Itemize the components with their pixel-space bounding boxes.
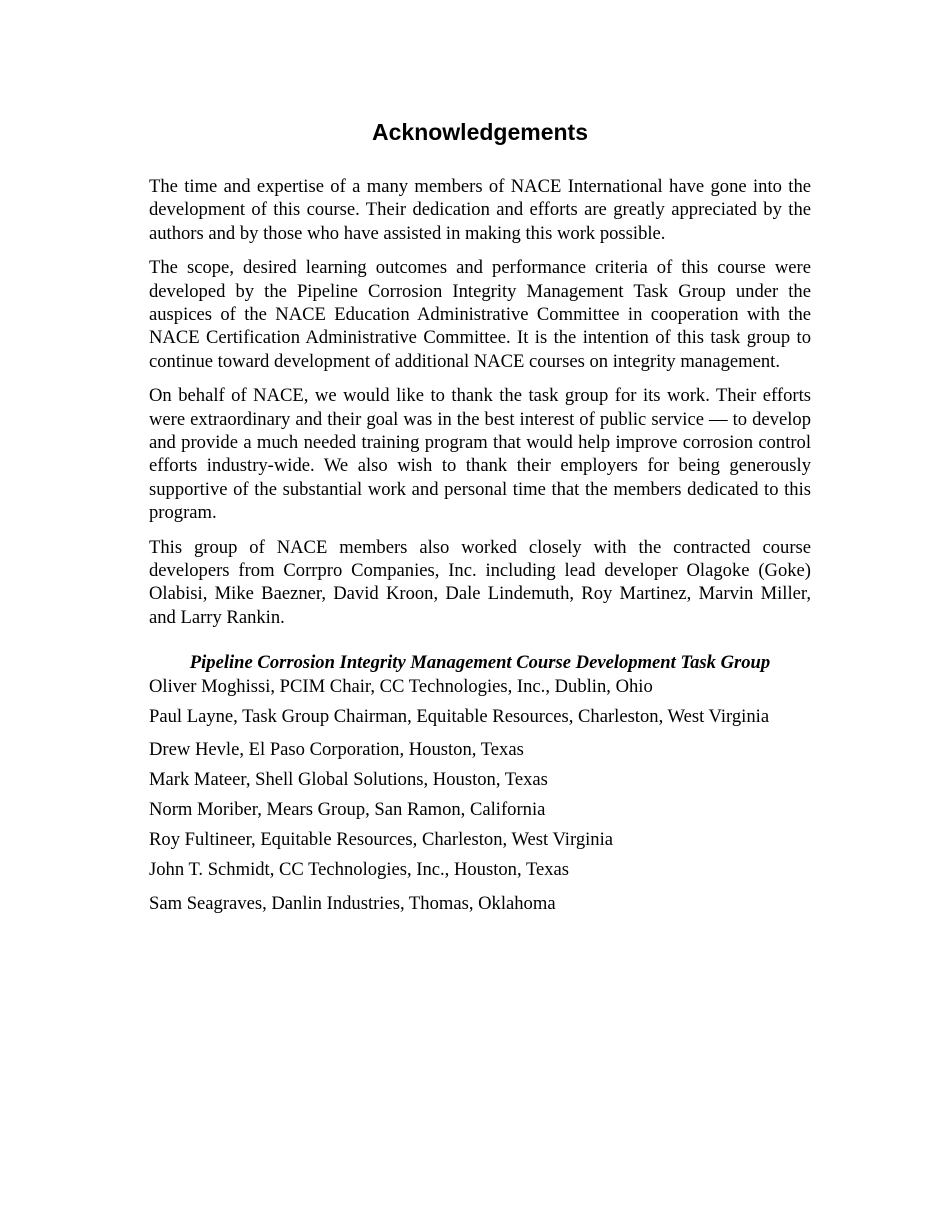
- document-page: [149, 116, 811, 922]
- member-item: Drew Hevle, El Paso Corporation, Houston, Texas: [149, 738, 524, 760]
- member-item: Paul Layne, Task Group Chairman, Equitable Resources, Charleston, West Virginia: [149, 705, 770, 727]
- member-item: Roy Fultineer, Equitable Resources, Charleston, West Virginia: [149, 828, 613, 850]
- paragraph-thanks: On behalf of NACE, we would like to thank the task group for its work. Their efforts were extraordinary and their goal was in the best interest of public service — to develop and provide a much needed training program that would help improve corrosion control efforts industry-wide. We also wish to thank their employers for being generously supportive of the substantial work and personal time that the members dedicated to this program.: [149, 385, 811, 523]
- task-group-member-list: [149, 675, 811, 915]
- task-group-heading: Pipeline Corrosion Integrity Management Course Development Task Group: [189, 651, 771, 673]
- member-item: Mark Mateer, Shell Global Solutions, Houston, Texas: [149, 768, 548, 790]
- member-item: Oliver Moghissi, PCIM Chair, CC Technologies, Inc., Dublin, Ohio: [149, 675, 653, 697]
- page-title: Acknowledgements: [372, 119, 588, 145]
- member-item: Norm Moriber, Mears Group, San Ramon, California: [149, 798, 546, 820]
- member-item: John T. Schmidt, CC Technologies, Inc., Houston, Texas: [149, 858, 570, 880]
- paragraph-developers: This group of NACE members also worked closely with the contracted course developers from Corrpro Companies, Inc. including lead developer Olagoke (Goke) Olabisi, Mike Baezner, David Kroon, Dale Lindemuth, Roy Martinez, Marvin Miller, and Larry Rankin.: [149, 536, 811, 628]
- paragraph-intro: The time and expertise of a many members of NACE International have gone into the development of this course. Their dedication and efforts are greatly appreciated by the authors and by those who have assisted in making this work possible.: [149, 176, 811, 244]
- paragraph-scope: The scope, desired learning outcomes and performance criteria of this course were developed by the Pipeline Corrosion Integrity Management Task Group under the auspices of the NACE Education Administrative Committee in cooperation with the NACE Certification Administrative Committee. It is the intention of this task group to continue toward development of additional NACE courses on integrity management.: [149, 257, 811, 372]
- member-item: Sam Seagraves, Danlin Industries, Thomas, Oklahoma: [149, 892, 556, 914]
